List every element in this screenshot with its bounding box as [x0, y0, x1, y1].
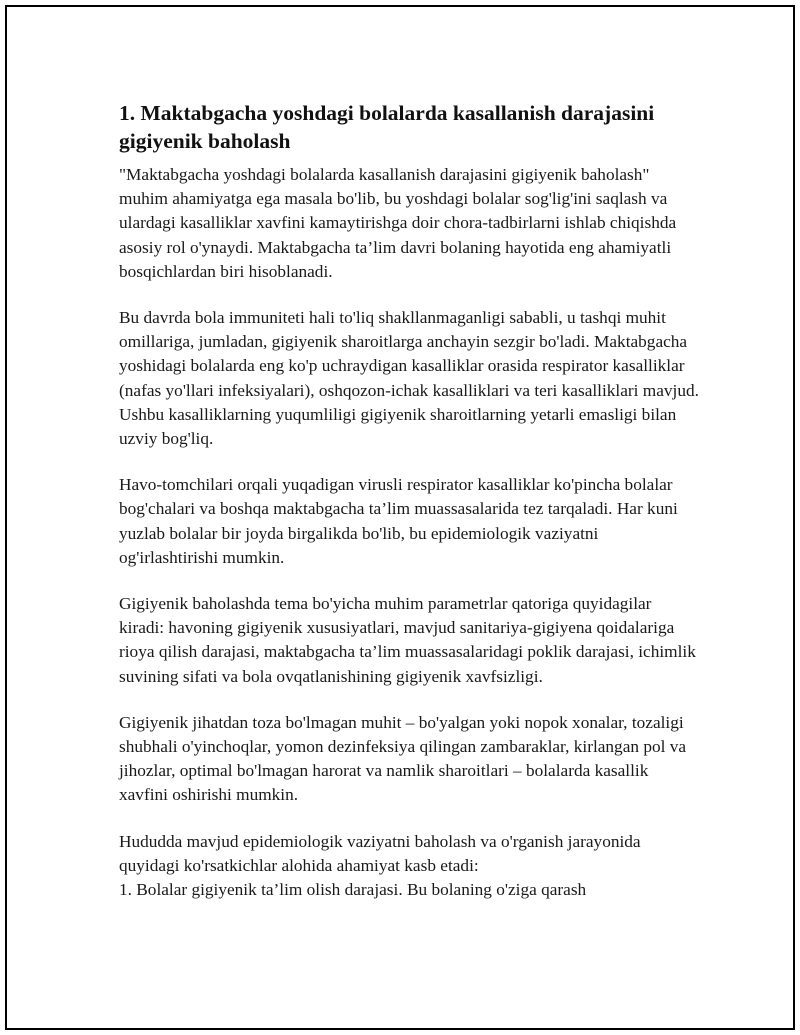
paragraph: Bu davrda bola immuniteti hali to'liq shakllanmaganligi sababli, u tashqi muhit omillariga, jumladan, gigiyenik sharoitlarga anchayin sezgir bo'ladi. Maktabgacha yoshidagi bolalarda eng ko'p uchraydigan kasalliklar orasida respirator kasalliklar (nafas yo'llari infeksiyalari), oshqozon-ichak kasalliklari va teri kasalliklari mavjud. Ushbu kasalliklarning yuqumliligi gigiyenik sharoitlarning yetarli emasligi bilan uzviy bog'liq. — [119, 308, 699, 449]
paragraph: Havo-tomchilari orqali yuqadigan virusli respirator kasalliklar ko'pincha bolalar bog'chalari va boshqa maktabgacha ta’lim muassasalarida tez tarqaladi. Har kuni yuzlab bolalar bir joyda birgalikda bo'lib, bu epidemiologik vaziyatni og'irlashtirishi mumkin. — [119, 475, 678, 567]
document-page — [5, 5, 795, 1030]
paragraph: "Maktabgacha yoshdagi bolalarda kasallanish darajasini gigiyenik baholash" muhim ahamiyatga ega masala bo'lib, bu yoshdagi bolalar sog'lig'ini saqlash va ulardagi kasalliklar xavfini kamaytirishga doir chora-tadbirlarni ishlab chiqishda asosiy rol o'ynaydi. Maktabgacha ta’lim davri bolaning hayotida eng ahamiyatli bosqichlardan biri hisoblanadi. — [119, 165, 677, 281]
paragraph: Hududda mavjud epidemiologik vaziyatni baholash va o'rganish jarayonida quyidagi ko'rsatkichlar alohida ahamiyat kasb etadi: 1. Bolalar gigiyenik ta’lim olish darajasi. Bu bolaning o'ziga qarash — [119, 831, 641, 900]
section-heading: 1. Maktabgacha yoshdagi bolalarda kasallanish darajasini gigiyenik baholash — [119, 101, 655, 153]
paragraph: Gigiyenik jihatdan toza bo'lmagan muhit – bo'yalgan yoki nopok xonalar, tozaligi shubhali o'yinchoqlar, yomon dezinfeksiya qilingan zambaraklar, kirlangan pol va jihozlar, optimal bo'lmagan harorat va namlik sharoitlari – bolalarda kasallik xavfini oshirishi mumkin. — [119, 712, 687, 805]
paragraph: Gigiyenik baholashda tema bo'yicha muhim parametrlar qatoriga quyidagilar kiradi: havoning gigiyenik xususiyatlari, mavjud sanitariya-gigiyena qoidalariga rioya qilish darajasi, maktabgacha ta’lim muassasalaridagi poklik darajasi, ichimlik suvining sifati va bola ovqatlanishining gigiyenik xavfsizligi. — [119, 594, 696, 686]
document-body — [119, 99, 699, 902]
